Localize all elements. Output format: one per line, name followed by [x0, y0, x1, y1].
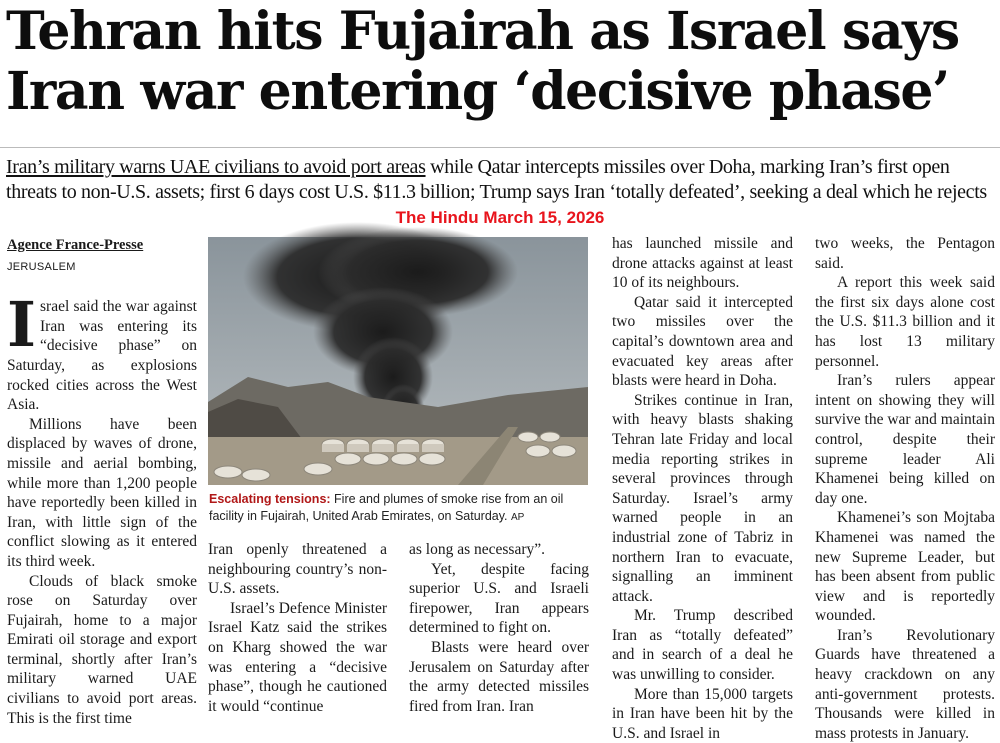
- paragraph: Blasts were heard over Jerusalem on Saturday after the army detected missiles fired from Iran. Iran: [409, 638, 589, 715]
- paragraph: Iran openly threatened a neighbouring country’s non-U.S. assets.: [208, 541, 387, 598]
- dateline: JERUSALEM: [7, 260, 76, 273]
- paragraph: has launched missile and drone attacks against at least 10 of its neighbours.: [612, 235, 793, 292]
- paragraph: Iran’s Revolutionary Guards have threatened a heavy crackdown on any anti-government protests. Thousands were killed in mass protests in January.: [815, 626, 995, 742]
- paragraph: two weeks, the Pentagon said.: [815, 235, 995, 272]
- byline: Agence France-Presse: [7, 237, 144, 253]
- headline: [6, 2, 996, 122]
- paragraph: as long as necessary”.: [409, 541, 546, 558]
- paragraph: Israel’s Defence Minister Israel Katz said the strikes on Kharg showed the war was entering a “decisive phase”, though he cautioned it would “continue: [208, 599, 387, 715]
- source-stamp: The Hindu March 15, 2026: [395, 208, 605, 227]
- paragraph: Millions have been displaced by waves of drone, missile and aerial bombing, while more than 1,200 people have reportedly been killed in Iran, with little sign of the conflict slowing as it entered its third week.: [7, 415, 197, 570]
- column-1: [7, 236, 197, 727]
- headline-line-2: Iran war entering ‘decisive phase’: [6, 61, 949, 122]
- deck: [6, 155, 998, 205]
- column-3: [409, 540, 589, 715]
- paragraph: Israel said the war against Iran was entering its “decisive phase” on Saturday, as explosions rocked cities across the West Asia.: [7, 288, 197, 414]
- paragraph: Mr. Trump described Iran as “totally defeated” and in search of a deal he was unwilling to consider.: [612, 607, 793, 684]
- headline-line-1: Tehran hits Fujairah as Israel says: [6, 1, 959, 62]
- paragraph: Iran’s rulers appear intent on showing they will survive the war and maintain control, despite their supreme leader Ali Khamenei being killed on day one.: [815, 372, 995, 507]
- caption-credit: AP: [511, 512, 525, 523]
- paragraph: Khamenei’s son Mojtaba Khamenei was named the new Supreme Leader, but has been absent from public view and is reportedly wounded.: [815, 509, 995, 625]
- deck-underlined: Iran’s military warns UAE civilians to avoid port areas: [6, 156, 426, 178]
- paragraph: Yet, despite facing superior U.S. and Israeli firepower, Iran appears determined to fight on.: [409, 560, 589, 637]
- photo-fujairah-smoke: [208, 237, 588, 485]
- paragraph: Clouds of black smoke rose on Saturday over Fujairah, home to a major Emirati oil storage and export terminal, shortly after Iran’s military warned UAE civilians to avoid port areas. This is the first time: [7, 572, 197, 727]
- photo-caption: [209, 491, 589, 526]
- column-2: [208, 540, 387, 715]
- column-4: [612, 234, 793, 742]
- column-5: [815, 234, 995, 742]
- paragraph: A report this week said the first six days alone cost the U.S. $11.3 billion and it has lost 13 military personnel.: [815, 274, 995, 370]
- drop-cap: I: [7, 288, 37, 362]
- caption-text: Fire and plumes of smoke rise from an oil facility in Fujairah, United Arab Emirates, on Saturday.: [209, 492, 564, 523]
- caption-lead: Escalating tensions:: [209, 492, 331, 506]
- headline-divider: [0, 147, 1000, 148]
- paragraph: Strikes continue in Iran, with heavy blasts shaking Tehran late Friday and local media reporting strikes in several provinces through Saturday. Israel’s army warned people in an industrial zone of Tabriz in northern Iran to evacuate, signalling an imminent attack.: [612, 391, 793, 605]
- deck-text: while Qatar intercepts missiles over Doha, marking Iran’s first open threats to non-U.S. assets; first 6 days cost U.S. $11.3 billion; Trump says Iran ‘totally defeated’, seeking a deal which he rejects: [6, 156, 987, 203]
- paragraph: More than 15,000 targets in Iran have been hit by the U.S. and Israel in: [612, 685, 793, 742]
- paragraph: Qatar said it intercepted two missiles over the capital’s downtown area and evacuated key areas after blasts were heard in Doha.: [612, 293, 793, 390]
